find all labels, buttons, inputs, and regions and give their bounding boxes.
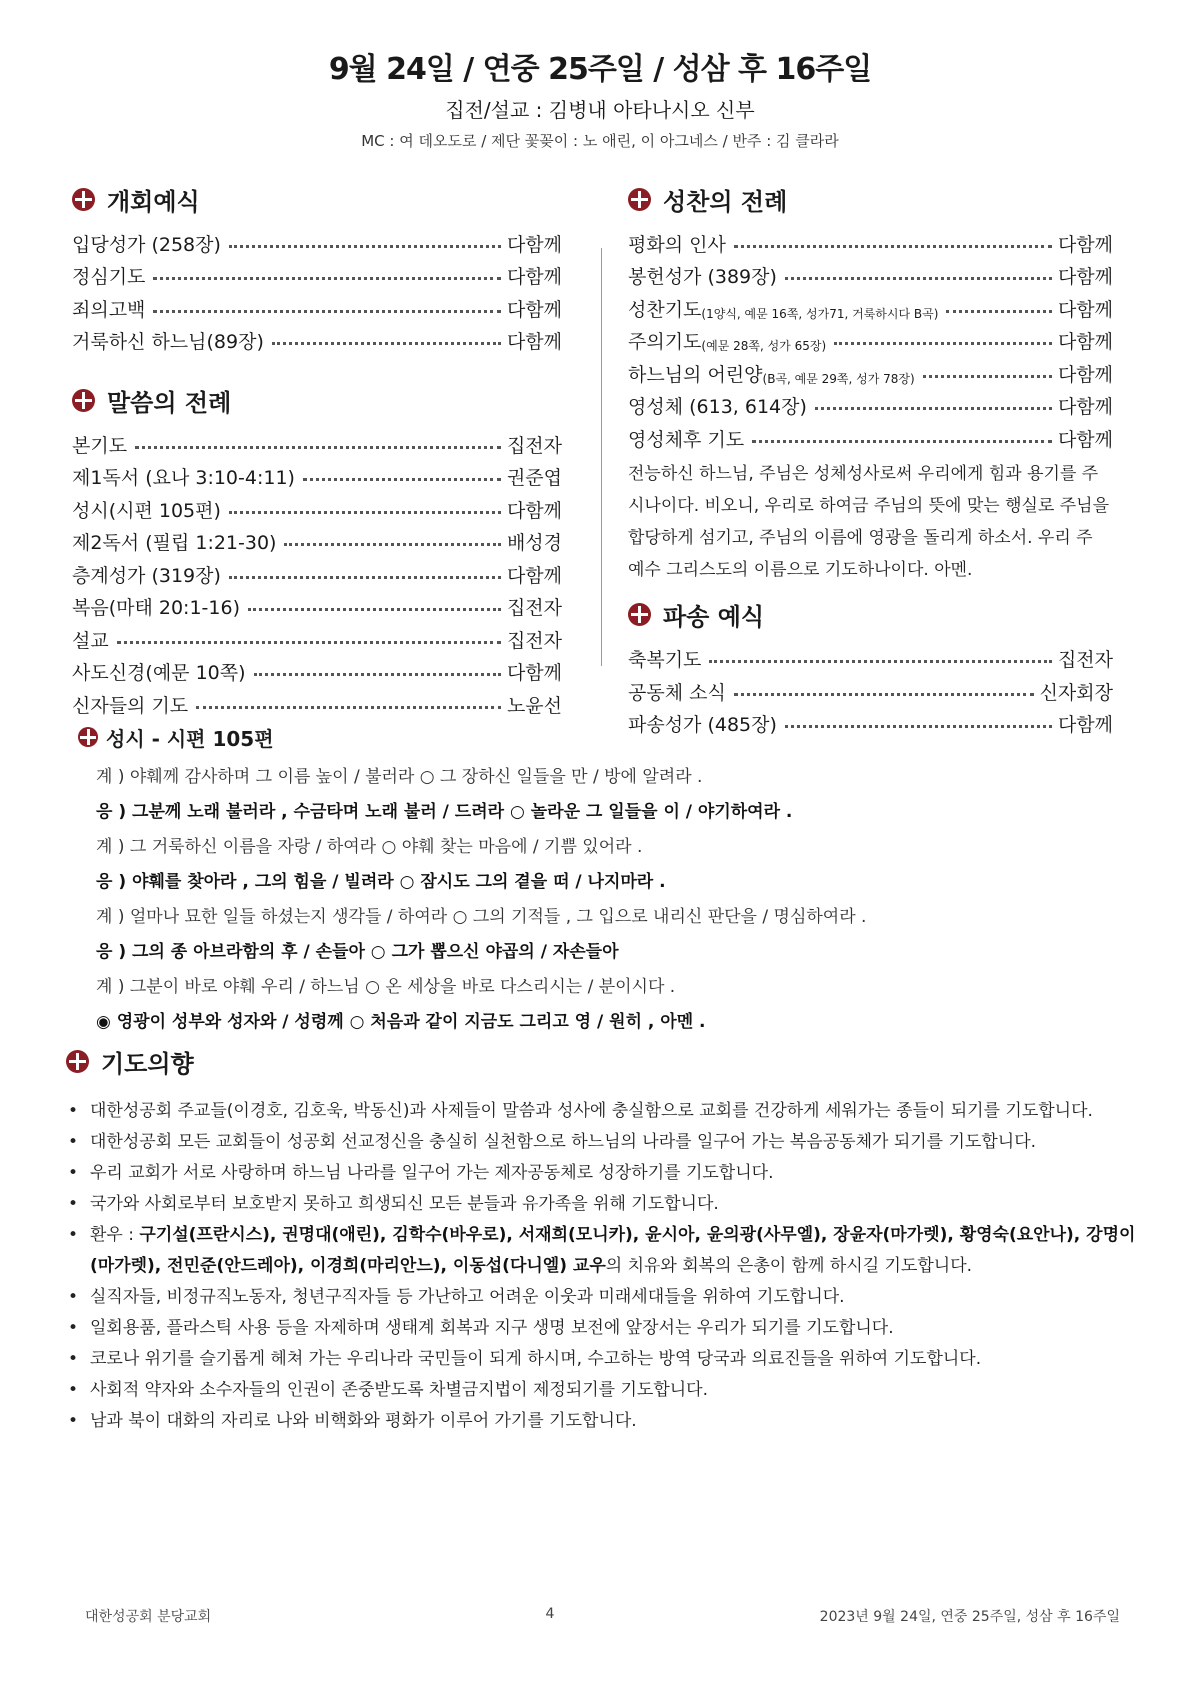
opening-section	[72, 180, 562, 354]
dot-leader	[153, 310, 501, 313]
section-title: 기도의향	[101, 1049, 194, 1078]
dot-leader	[785, 277, 1052, 280]
row-performer: 다함께	[506, 499, 562, 522]
row-label: 죄의고백	[72, 298, 146, 321]
bullet: •	[68, 1287, 79, 1307]
row-label: 축복기도	[628, 649, 702, 671]
intention-item	[66, 1220, 1156, 1282]
psalm-line: ◉ 영광이 성부와 성자와 / 성령께 ○ 처음과 같이 지금도 그리고 영 / 원히 , 아멘 .	[96, 1012, 706, 1032]
row-label: 주의기도	[628, 331, 702, 353]
column-divider	[601, 248, 602, 666]
row-performer: 권준엽	[506, 467, 562, 489]
bullet: •	[68, 1349, 79, 1369]
dot-leader	[229, 511, 501, 514]
dot-leader	[734, 245, 1052, 248]
left-column	[72, 180, 562, 718]
intentions-list	[66, 1096, 1156, 1437]
bullet: •	[68, 1194, 79, 1214]
order-row	[628, 354, 1113, 387]
row-performer: 집전자	[506, 434, 562, 457]
dot-leader	[734, 693, 1034, 696]
dot-leader	[153, 277, 501, 280]
intention-item	[66, 1375, 1156, 1406]
row-label: 신자들의 기도	[72, 694, 189, 717]
psalm-line: 계 ) 그분이 바로 야훼 우리 / 하느님 ○ 온 세상을 바로 다스리시는 / 분이시다 .	[96, 977, 676, 997]
order-row	[72, 425, 562, 458]
footer-date: 2023년 9월 24일, 연중 25주일, 성삼 후 16주일	[819, 1609, 1120, 1625]
mc-line: MC : 여 데오도로 / 제단 꽃꽂이 : 노 애린, 이 아그네스 / 반주 : 김 클라라	[361, 132, 839, 150]
row-label: 입당성가 (258장)	[72, 233, 221, 256]
row-note: (B곡, 예문 29쪽, 성가 78장)	[762, 371, 915, 386]
intention-text: 대한성공회 모든 교회들이 성공회 선교정신을 충실히 실천함으로 하느님의 나라를 일구어 가는 복음공동체가 되기를 기도합니다.	[90, 1132, 1037, 1152]
order-row	[72, 588, 562, 621]
bullet: •	[68, 1101, 79, 1121]
row-performer: 집전자	[1057, 649, 1113, 671]
row-performer: 다함께	[1057, 396, 1113, 418]
row-label: 봉헌성가 (389장)	[628, 266, 777, 288]
row-performer: 다함께	[1057, 714, 1113, 736]
dot-leader	[834, 342, 1052, 345]
celebrant-line: 집전/설교 : 김병내 아타나시오 신부	[445, 98, 755, 122]
word-section	[72, 381, 562, 718]
row-note: (1양식, 예문 16쪽, 성가71, 거룩하시다 B곡)	[701, 306, 939, 321]
page-title: 9월 24일 / 연중 25주일 / 성삼 후 16주일	[328, 52, 872, 87]
bullet: •	[68, 1318, 79, 1338]
sick-prefix: 환우 :	[90, 1225, 140, 1245]
order-row	[628, 224, 1113, 257]
dot-leader	[248, 608, 501, 611]
row-label: 설교	[72, 629, 109, 652]
row-performer: 다함께	[506, 266, 562, 288]
row-performer: 다함께	[506, 233, 562, 256]
row-performer: 다함께	[506, 331, 562, 353]
right-column	[628, 180, 1113, 737]
bullet: •	[68, 1411, 79, 1431]
intention-item	[66, 1096, 1156, 1127]
intention-text: 실직자들, 비정규직노동자, 청년구직자들 등 가난하고 어려운 이웃과 미래세대들을 위하여 기도합니다.	[90, 1287, 845, 1307]
dot-leader	[229, 576, 501, 579]
row-label: 평화의 인사	[628, 233, 726, 256]
order-row	[628, 322, 1113, 355]
red-cross-circle-icon	[628, 188, 651, 211]
order-row	[628, 419, 1113, 452]
intention-item	[66, 1406, 1156, 1437]
red-cross-circle-icon	[66, 1050, 89, 1073]
order-row	[72, 653, 562, 686]
order-row	[72, 224, 562, 257]
intention-item	[66, 1189, 1156, 1220]
bullet: •	[68, 1225, 79, 1245]
order-row	[72, 458, 562, 491]
row-performer: 다함께	[1057, 298, 1113, 321]
row-label: 제1독서 (요나 3:10-4:11)	[72, 467, 295, 489]
row-performer: 집전자	[506, 629, 562, 652]
section-title: 성찬의 전례	[663, 187, 788, 216]
bullet: •	[68, 1380, 79, 1400]
row-label: 하느님의 어린양	[628, 363, 763, 386]
psalm-line: 응 ) 그분께 노래 불러라 , 수금타며 노래 불러 / 드려라 ○ 놀라운 그 일들을 이 / 야기하여라 .	[96, 802, 793, 822]
dot-leader	[229, 245, 501, 248]
order-row	[72, 289, 562, 322]
psalm-line: 계 ) 그 거룩하신 이름을 자랑 / 하여라 ○ 야훼 찾는 마음에 / 기쁨 있어라 .	[96, 837, 643, 857]
intention-item	[66, 1158, 1156, 1189]
bullet: •	[68, 1163, 79, 1183]
red-cross-circle-icon	[628, 603, 651, 626]
intention-text	[90, 1220, 1156, 1282]
red-cross-circle-icon	[72, 389, 95, 412]
page-header	[0, 50, 1200, 152]
intention-text: 일회용품, 플라스틱 사용 등을 자제하며 생태계 회복과 지구 생명 보전에 앞장서는 우리가 되기를 기도합니다.	[90, 1318, 894, 1338]
row-performer: 다함께	[1057, 428, 1113, 451]
psalm-line: 계 ) 얼마나 묘한 일들 하셨는지 생각들 / 하여라 ○ 그의 기적들 , 그 입으로 내리신 판단을 / 명심하여라 .	[96, 907, 867, 927]
row-performer: 신자회장	[1039, 681, 1113, 704]
page-number: 4	[545, 1606, 555, 1622]
row-label: 영성체후 기도	[628, 428, 745, 451]
row-label: 정심기도	[72, 266, 146, 288]
dot-leader	[135, 446, 501, 449]
intention-text: 대한성공회 주교들(이경호, 김호욱, 박동신)과 사제들이 말씀과 성사에 충실함으로 교회를 건강하게 세워가는 종들이 되기를 기도합니다.	[90, 1101, 1093, 1121]
row-label: 성시(시편 105편)	[72, 499, 221, 522]
row-performer: 다함께	[1057, 363, 1113, 386]
row-performer: 다함께	[1057, 266, 1113, 288]
psalm-lines	[78, 760, 1138, 1040]
order-row	[628, 672, 1113, 705]
section-title: 개회예식	[107, 187, 200, 216]
dot-leader	[815, 407, 1052, 410]
psalm-line: 응 ) 그의 종 아브라함의 후 / 손들아 ○ 그가 뽑으신 야곱의 / 자손들아	[96, 942, 619, 962]
row-note: (예문 28쪽, 성가 65장)	[701, 339, 827, 353]
dot-leader	[752, 440, 1052, 443]
row-label: 본기도	[72, 434, 128, 457]
psalm-section	[78, 718, 1138, 1040]
intention-item	[66, 1282, 1156, 1313]
order-row	[72, 523, 562, 556]
order-row	[628, 640, 1113, 673]
row-performer: 다함께	[1057, 331, 1113, 353]
intentions-section	[66, 1042, 1156, 1437]
order-row	[72, 685, 562, 718]
dismissal-section	[628, 596, 1113, 738]
sick-suffix: 의 치유와 회복의 은총이 함께 하시길 기도합니다.	[605, 1256, 973, 1276]
row-performer: 다함께	[506, 298, 562, 321]
order-row	[628, 387, 1113, 420]
eucharist-section	[628, 180, 1113, 586]
footer-church: 대한성공회 분당교회	[85, 1609, 212, 1625]
row-label: 층계성가 (319장)	[72, 564, 221, 587]
row-label: 파송성가 (485장)	[628, 714, 777, 736]
intention-text: 남과 북이 대화의 자리로 나와 비핵화와 평화가 이루어 가기를 기도합니다.	[90, 1411, 637, 1431]
row-performer: 다함께	[506, 564, 562, 587]
psalm-line: 계 ) 야훼께 감사하며 그 이름 높이 / 불러라 ○ 그 장하신 일들을 만 / 방에 알려라 .	[96, 767, 703, 787]
red-cross-circle-icon	[78, 727, 98, 747]
dot-leader	[272, 342, 501, 345]
word-rows	[72, 425, 562, 718]
bullet: •	[68, 1132, 79, 1152]
row-performer: 노윤선	[506, 694, 562, 717]
order-row	[628, 257, 1113, 290]
intention-text: 우리 교회가 서로 사랑하며 하느님 나라를 일구어 가는 제자공동체로 성장하기를 기도합니다.	[90, 1163, 774, 1183]
intention-item	[66, 1127, 1156, 1158]
dot-leader	[303, 478, 501, 481]
order-row	[72, 322, 562, 355]
dot-leader	[709, 660, 1052, 663]
section-title: 파송 예식	[663, 603, 765, 631]
opening-rows	[72, 224, 562, 354]
section-title: 성시 - 시편 105편	[106, 726, 274, 751]
row-label: 복음(마태 20:1-16)	[72, 597, 240, 619]
row-performer: 배성경	[506, 532, 562, 554]
section-title: 말씀의 전례	[107, 388, 232, 417]
order-row	[628, 289, 1113, 322]
red-cross-circle-icon	[72, 188, 95, 211]
order-row	[72, 555, 562, 588]
order-row	[72, 490, 562, 523]
row-label: 제2독서 (필립 1:21-30)	[72, 532, 277, 554]
row-performer: 집전자	[506, 597, 562, 619]
order-row	[72, 257, 562, 290]
row-performer: 다함께	[506, 662, 562, 684]
row-label: 사도신경(예문 10쪽)	[72, 662, 246, 684]
row-label: 공동체 소식	[628, 681, 726, 704]
intention-item	[66, 1344, 1156, 1375]
sick-names: 구기설(프란시스), 권명대(애린), 김학수(바우로), 서재희(모니카), 윤시아, 윤의광(사무엘), 장윤자(마가렛), 황영숙(요안나), 강명이(마가렛), 전민준(안드레아), 이경희(마리안느), 이동섭(다니엘) 교우	[90, 1225, 1136, 1276]
order-row	[72, 620, 562, 653]
dot-leader	[254, 673, 501, 676]
dot-leader	[946, 310, 1052, 313]
row-label: 거룩하신 하느님(89장)	[72, 331, 264, 353]
dot-leader	[923, 375, 1052, 378]
intention-text: 사회적 약자와 소수자들의 인권이 존중받도록 차별금지법이 제정되기를 기도합니다.	[90, 1380, 708, 1400]
intention-item	[66, 1313, 1156, 1344]
dot-leader	[117, 641, 501, 644]
intention-text: 코로나 위기를 슬기롭게 헤쳐 가는 우리나라 국민들이 되게 하시며, 수고하는 방역 당국과 의료진들을 위하여 기도합니다.	[90, 1349, 982, 1369]
eucharist-rows	[628, 224, 1113, 452]
intention-text: 국가와 사회로부터 보호받지 못하고 희생되신 모든 분들과 유가족을 위해 기도합니다.	[90, 1194, 719, 1214]
dot-leader	[284, 543, 500, 546]
row-performer: 다함께	[1057, 233, 1113, 256]
dot-leader	[196, 706, 501, 709]
row-label: 영성체 (613, 614장)	[628, 396, 807, 418]
post-communion-prayer: 전능하신 하느님, 주님은 성체성사로써 우리에게 힘과 용기를 주시나이다. 비오니, 우리로 하여금 주님의 뜻에 맞는 행실로 주님을 합당하게 섬기고, 주님의 이름에 영광을 돌리게 하소서. 우리 주 예수 그리스도의 이름으로 기도하나이다. 아멘.	[628, 463, 1110, 580]
psalm-line: 응 ) 야훼를 찾아라 , 그의 힘을 / 빌려라 ○ 잠시도 그의 곁을 떠 / 나지마라 .	[96, 872, 666, 892]
row-label: 성찬기도	[628, 298, 702, 321]
